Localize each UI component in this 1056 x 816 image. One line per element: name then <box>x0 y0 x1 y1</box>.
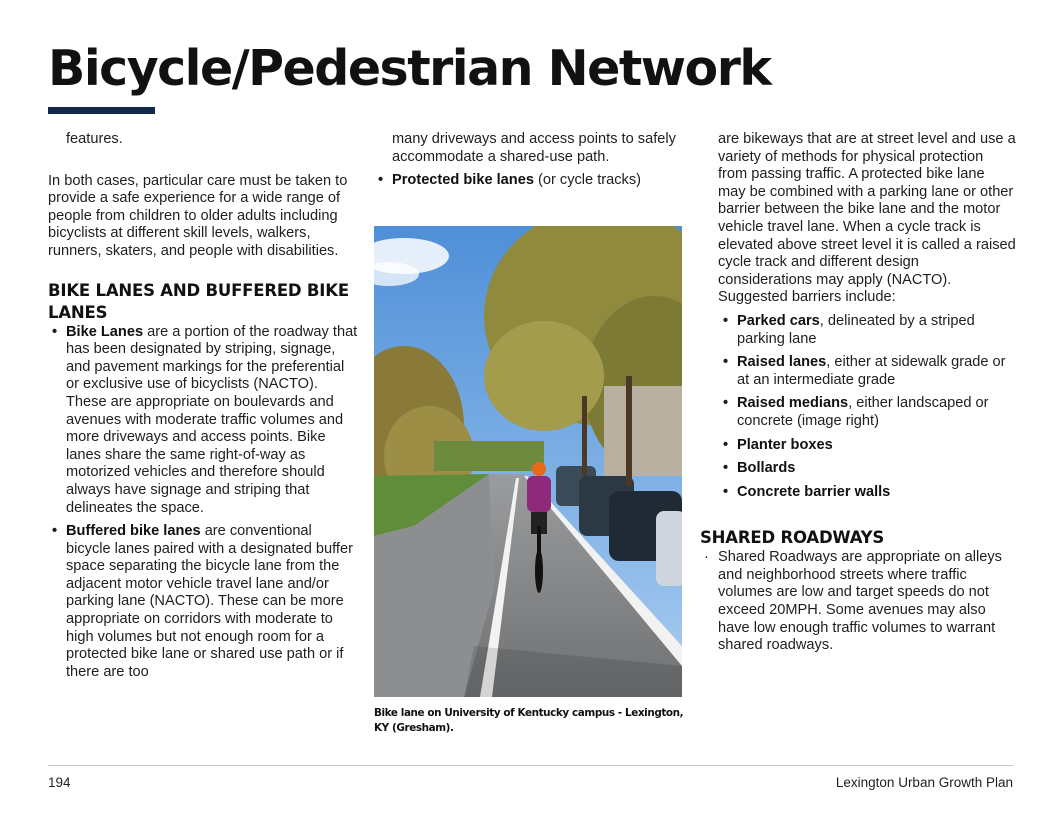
list-item <box>700 549 1016 655</box>
bike-lane-photo <box>374 226 682 697</box>
term-bike-lanes: Bike Lanes <box>66 323 144 340</box>
definition-text: , delineated by a striped parking lane <box>737 312 975 347</box>
bullet-icon: • <box>52 323 58 340</box>
list-item <box>48 324 360 518</box>
footer-divider <box>48 765 1013 766</box>
column-3 <box>700 131 1016 655</box>
bike-lane-list <box>48 324 360 682</box>
term-raised-medians: Raised medians <box>737 395 849 412</box>
list-item <box>700 484 1016 502</box>
list-item <box>700 313 1016 348</box>
page-number: 194 <box>48 775 71 790</box>
document-name: Lexington Urban Growth Plan <box>835 775 1013 790</box>
section-heading-shared-roadways: SHARED ROADWAYS <box>700 528 885 548</box>
term-concrete-barrier-walls: Concrete barrier walls <box>737 483 891 500</box>
page-title: Bicycle/Pedestrian Network <box>48 40 771 97</box>
term-protected-bike-lanes: Protected bike lanes <box>392 172 534 189</box>
bullet-icon: • <box>723 460 729 477</box>
definition-text: , either landscaped or concrete (image right) <box>737 395 989 429</box>
definition-text: (or cycle tracks) <box>533 172 641 189</box>
bullet-icon: • <box>378 172 384 189</box>
shared-roadway-text: Shared Roadways are appropriate on alleys and neighborhood streets where traffic volumes are low and target speeds do not exceed 20MPH. Some avenues may also have low enough traffic volumes to warrant shared roadways. <box>718 549 1002 654</box>
bullet-icon: • <box>723 436 729 453</box>
definition-text: are a portion of the roadway that has been designated by striping, signage, and pavement markings for the preferential or exclusive use of bicyclists (NACTO). These are appropriate on boulevards and avenues with moderate traffic volumes and more driveways and access points. Bike lanes share the same right-of-way as motorized vehicles and therefore should always have signage and striping that delineates the space. <box>66 323 358 516</box>
term-buffered-bike-lanes: Buffered bike lanes <box>66 523 201 540</box>
protected-lane-list <box>374 172 684 190</box>
list-item <box>700 460 1016 478</box>
term-raised-lanes: Raised lanes <box>737 354 827 371</box>
bullet-icon: • <box>723 312 729 329</box>
intro-paragraph: In both cases, particular care must be taken to provide a safe experience for a wide range of people from children to older adults including bicyclists at different skill levels, walkers, runners, skaters, and people with disabilities. <box>48 172 348 259</box>
list-item <box>48 523 360 681</box>
list-item <box>374 172 684 190</box>
term-parked-cars: Parked cars <box>737 312 820 329</box>
column-1 <box>48 131 360 681</box>
continued-text: many driveways and access points to safely accommodate a shared-use path. <box>392 131 676 165</box>
bullet-icon: • <box>723 354 729 371</box>
bullet-icon: • <box>723 395 729 412</box>
list-item <box>700 395 1016 430</box>
bullet-icon: · <box>704 549 709 566</box>
bullet-icon: • <box>52 523 58 540</box>
column-2 <box>374 131 684 190</box>
title-accent-bar <box>48 107 155 114</box>
continued-paragraph: are bikeways that are at street level and use a variety of methods for physical protection from passing traffic. A protected bike lane may be combined with a parking lane or other barrier between the bike lane and the motor vehicle travel lane. When a cycle track is elevated above street level it is called a raised cycle track and different design considerations may apply (NACTO). Suggested barriers include: <box>718 131 1016 306</box>
term-planter-boxes: Planter boxes <box>737 436 833 453</box>
barrier-list <box>700 313 1016 501</box>
list-item <box>700 437 1016 455</box>
term-bollards: Bollards <box>737 460 796 477</box>
section-heading-bike-lanes: BIKE LANES AND BUFFERED BIKE LANES <box>48 280 349 322</box>
definition-text: are conventional bicycle lanes paired with a designated buffer space separating the bicycle lane from the adjacent motor vehicle travel lane and/or parking lane (NACTO). These can be more appropriate on corridors with moderate to high volumes but not enough room for a protected bike lane or shared use path or if there are too <box>66 523 353 680</box>
bullet-icon: • <box>723 483 729 500</box>
photo-caption: Bike lane on University of Kentucky campus - Lexington, KY (Gresham). <box>374 707 684 734</box>
definition-text: , either at sidewalk grade or at an intermediate grade <box>737 354 1006 388</box>
continued-text: features. <box>66 131 123 147</box>
list-item <box>700 354 1016 389</box>
shared-roadway-list <box>700 549 1016 655</box>
